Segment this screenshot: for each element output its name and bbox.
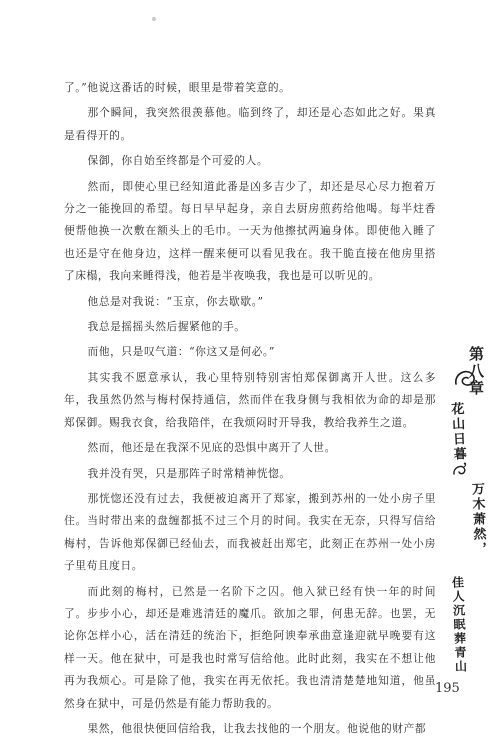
- paragraph: 其实我不愿意承认，我心里特别特别害怕郑保御离开人世。这么多年，我虽然仍然与梅村保持通信，然而伴在我身侧与我相依为命的却是那郑保御。赐我衣食，给我陪伴，在我烦闷时开导我，教给我养生之道。: [64, 370, 436, 429]
- paragraph: 那个瞬间，我突然很羡慕他。临到终了，却还是心态如此之好。果真是看得开的。: [64, 106, 436, 142]
- paragraph: 他总是对我说：“玉京，你去歇歇。”: [87, 294, 264, 308]
- paragraph: 然而，他还是在我深不见底的恐惧中离开了人世。: [87, 441, 336, 455]
- paragraph: 那恍惚还没有过去，我便被迫离开了郑家，搬到苏州的一处小房子里住。当时带出来的盘缠都抵不过三个月的时间。我实在无奈，只得写信给梅村，告诉他郑保御已经仙去，而我被赶出郑宅，此刻正在苏州一处小房子里苟且度日。: [64, 491, 436, 573]
- body-text: [64, 77, 436, 735]
- paragraph: 而他，只是叹气道：“你这又是何必。”: [87, 345, 275, 359]
- swirl-ornament-icon: [451, 462, 469, 478]
- paragraph: 我总是摇摇头然后握紧他的手。: [87, 320, 246, 334]
- paragraph: 保御，你自始至终都是个可爱的人。: [87, 154, 269, 168]
- page-number: 195: [435, 681, 460, 696]
- chapter-calligraphy: [441, 346, 493, 676]
- paragraph: 我并没有哭，只是那阵子时常精神恍惚。: [87, 466, 291, 480]
- swirl-ornament-icon: [452, 366, 480, 392]
- paragraph: 然而，即使心里已经知道此番是凶多吉少了，却还是尽心尽力抱着万分之一能挽回的希望。每日早早起身，亲自去厨房煎药给他喝。每半炷香便帮他换一次敷在额头上的毛巾。一天为他擦拭两遍身体。即使他入睡了也还是守在他身边，这样一醒来便可以看见我在。我干脆直接在他房里搭了床榻，我向来睡得浅，他若是半夜唤我，我也是可以听见的。: [64, 179, 436, 283]
- chapter-label: 第八章: [467, 346, 485, 397]
- calligraphy-line: 花山日暮，: [448, 401, 467, 478]
- calligraphy-line: 佳人沉眠葬青山: [450, 575, 468, 675]
- paragraph: 果然，他很快便回信给我，让我去找他的一个朋友。他说他的财产都: [87, 721, 427, 735]
- paragraph: 了。”他说这番话的时候，眼里是带着笑意的。: [64, 81, 291, 94]
- calligraphy-line: 万木萧然，: [468, 481, 487, 558]
- paragraph: 而此刻的梅村，已然是一名阶下之囚。他入狱已经有快一年的时间了。步步小心，却还是难逃清廷的魔爪。欲加之罪，何患无辞。也罢，无论你怎样小心，活在清廷的统治下，拒绝阿谀奉承曲意逢迎就早晚要有这样一天。他在狱中，可是我也时常写信给他。此时此刻，我实在不想让他再为我烦心。可是除了他，我实在再无依托。我也清清楚楚地知道，他虽然身在狱中，可是仍然是有能力帮助我的。: [64, 584, 436, 710]
- page-speck: [152, 17, 156, 21]
